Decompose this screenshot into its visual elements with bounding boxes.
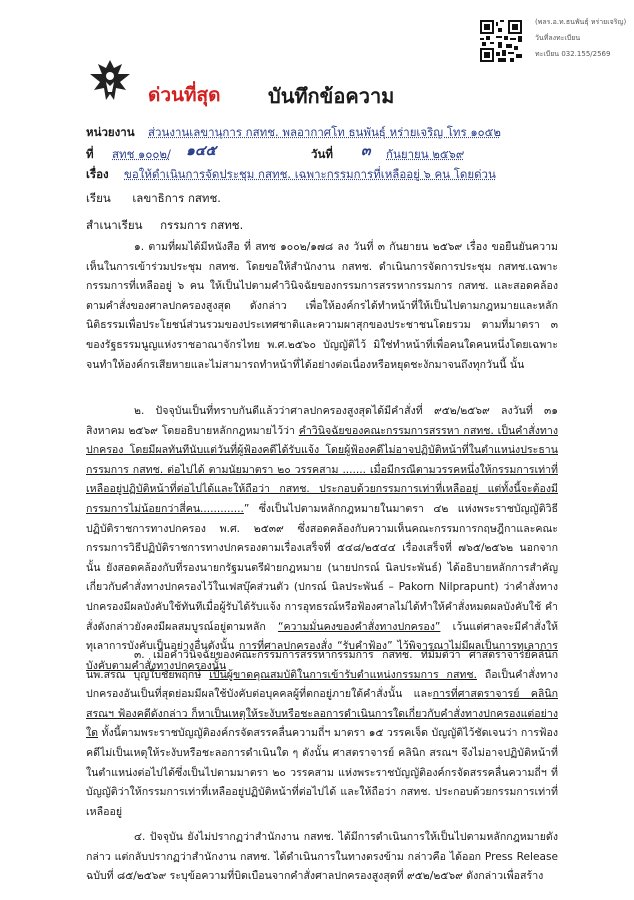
stamp-line: ทะเบียน 032.155/2569: [535, 50, 611, 58]
qr-code-icon: [480, 20, 522, 62]
stamp-line: วันที่ลงทะเบียน: [535, 34, 581, 42]
stamp-line: (พลร.อ.ท.ธนพันธุ์ หร่ายเจริญ): [535, 18, 627, 26]
ref-value: สทช ๑๐๐๒/: [112, 147, 171, 161]
cc-line: [86, 217, 243, 235]
ref-label: ที่: [86, 147, 94, 161]
subject-label: เรื่อง: [86, 167, 109, 181]
agency-row: [86, 124, 556, 142]
paragraph-3-text: ๓. เมื่อคำวินิจฉัยของคณะกรรมการสรรหากรรมการ กสทช. ที่มีมติว่า ศาสตราจารย์คลินิก นพ.สรณ บุญใบชัยพฤกษ์: [86, 649, 558, 681]
cc-value: กรรมการ กสทช.: [160, 218, 244, 232]
paragraph-2-conclusion: การที่ศาลปกครองสั่ง “รับคำฟ้อง” ไว้พิจารณาไม่มีผลเป็นการทุเลาการบังคับตามคำสั่งทางปกครองนั้น: [86, 640, 558, 672]
to-label: เรียน: [86, 191, 111, 205]
agency-value: ส่วนงานเลขานุการ กสทช. พลอากาศโท ธนพันธุ์ หร่ายเจริญ โทร ๑๐๕๒: [148, 125, 501, 139]
paragraph-4-text: ๔. ปัจจุบัน ยังไม่ปรากฏว่าสำนักงาน กสทช. ได้มีการดำเนินการให้เป็นไปตามหลักกฎหมายดังกล่าว แต่กลับปรากฏว่าสำนักงาน กสทช. ได้ดำเนินการในทางตรงข้าม กล่าวคือ ได้ออก Press Release ฉบับที่ ๘๕/๒๕๖๙ ระบุข้อความที่บิดเบือนจากคำสั่งศาลปกครองสูงสุดที่ ๙๕๒/๒๕๖๙ ดังกล่าวเพื่อสร้าง: [86, 831, 558, 883]
paragraph-3: [86, 646, 558, 822]
paragraph-2-quote: คำวินิจฉัยของคณะกรรมการสรรหา กสทช. เป็นคำสั่งทางปกครอง โดยมีผลทันทีนับแต่วันที่ผู้ฟ้องคดีได้รับแจ้ง โดยผู้ฟ้องคดีไม่อาจปฏิบัติหน้าที่ในตำแหน่งประธานกรรมการ กสทช. ต่อไปได้ ตามนัยมาตรา ๒๐ วรรคสาม ....... เมื่อมีกรณีตามวรรคหนึ่งให้กรรมการเท่าที่เหลืออยู่ปฏิบัติหน้าที่ต่อไปได้และให้ถือว่า กสทช. ประกอบด้วยกรรมการเท่าที่เหลืออยู่ แต่ทั้งนี้จะต้องมีกรรมการไม่น้อยกว่าสี่คน.............: [86, 424, 558, 515]
subject-row: [86, 166, 556, 184]
agency-label: หน่วยงาน: [86, 125, 135, 139]
date-handwritten: ๓: [361, 143, 371, 159]
paragraph-2: [86, 402, 558, 676]
page-title: บันทึกข้อความ: [268, 84, 395, 108]
paragraph-1-text: ๑. ตามที่ผมได้มีหนังสือ ที่ สทช ๑๐๐๒/๑๗๘ ลง วันที่ ๓ กันยายน ๒๕๖๙ เรื่อง ขอยืนยันความเห็นในการเข้าร่วมประชุม กสทช. โดยขอให้สำนักงาน กสทช. ดำเนินการจัดการประชุม กสทช.เฉพาะกรรมการที่เหลืออยู่ ๖ คน ให้เป็นไปตามคำวินิจฉัยของกรรมการสรรหากรรมการ กสทช. และสอดคล้องตามคำสั่งของศาลปกครองสูงสุด ดังกล่าว เพื่อให้องค์กรได้ทำหน้าที่ให้เป็นไปตามกฎหมายและหลักนิติธรรมเพื่อประโยชน์ส่วนรวมของประเทศชาติและความผาสุกของประชาชนโดยรวม ตามที่มาตรา ๓ ของรัฐธรรมนูญแห่งราชอาณาจักรไทย พ.ศ.๒๕๖๐ บัญญัติไว้ มิใช่ทำหน้าที่เพื่อคนใดคนหนึ่งโดยเฉพาะจนทำให้องค์กรเสียหายและไม่สามารถทำหน้าที่ได้อย่างต่อเนื่องหรือหยุดชะงักมาจนถึงทุกวันนี้ นั้น: [86, 241, 558, 371]
garuda-emblem-icon: [86, 56, 134, 104]
to-line: [86, 190, 221, 208]
paragraph-2-text: ” ซึ่งเป็นไปตามหลักกฎหมายในมาตรา ๔๒ แห่งพระราชบัญญัติวิธีปฏิบัติราชการทางปกครอง พ.ศ. ๒๕๓๙ ซึ่งสอดคล้องกับความเห็นคณะกรรมการกฤษฎีกาและคณะกรรมการวิธีปฏิบัติราชการทางปกครองตามเรื่องเสร็จที่ ๕๔๘/๒๕๔๔ เรื่องเสร็จที่ ๗๖๕/๒๕๖๒ นอกจากนั้น ยังสอดคล้องกับที่รองนายกรัฐมนตรีฝ่ายกฎหมาย (นายปกรณ์ นิลประพันธ์) ได้อธิบายหลักการสำคัญเกี่ยวกับคำสั่งทางปกครองไว้ในเฟสบุ๊คส่วนตัว (ปกรณ์ นิลประพันธ์ – Pakorn Nilprapunt) ว่าคำสั่งทางปกครองมีผลบังคับใช้ทันทีเมื่อผู้รับได้รับแจ้ง การอุทธรณ์หรือฟ้องศาลไม่ได้ทำให้คำสั่งหมดผลบังคับใช้ คำสั่งดังกล่าวยังคงมีผลสมบูรณ์อยู่ตามหลัก: [86, 502, 558, 633]
date-value: กันยายน ๒๕๖๙: [386, 147, 465, 161]
paragraph-2-principle: “ความมั่นคงของคำสั่งทางปกครอง”: [277, 620, 441, 633]
paragraph-2-text: ๒. ปัจจุบันเป็นที่ทราบกันดีแล้วว่าศาลปกครองสูงสุดได้มีคำสั่งที่ ๙๕๒/๒๕๖๙ ลงวันที่ ๓๑ สิงหาคม ๒๕๖๙ โดยอธิบายหลักกฎหมายไว้ว่า: [86, 405, 558, 437]
paragraph-3-finding: เป็นผู้ขาดคุณสมบัติในการเข้ารับตำแหน่งกรรมการ กสทช.: [209, 668, 477, 681]
ref-handwritten: ๑๔๕: [186, 143, 217, 159]
urgent-label: ด่วนที่สุด: [148, 84, 221, 106]
paragraph-3-lawsuit: การที่ศาสตราจารย์ คลินิก สรณฯ ฟ้องคดีดังกล่าว ก็หาเป็นเหตุให้ระงับหรือชะลอการดำเนินการใดเกี่ยวกับคำสั่งทางปกครองแต่อย่างใด: [86, 688, 558, 740]
paragraph-3-text: ถือเป็นคำสั่งทางปกครองอันเป็นที่สุดย่อมมีผลใช้บังคับต่อบุคคลผู้ที่ตกอยู่ภายใต้คำสั่งนั้น และ: [86, 668, 558, 701]
paragraph-1: [86, 238, 558, 375]
paragraph-2-text: เว้นแต่ศาลจะมีคำสั่งให้ทุเลาการบังคับเป็นอย่างอื่นดังนั้น: [86, 620, 558, 653]
ref-date-row: [86, 143, 556, 164]
cc-label: สำเนาเรียน: [86, 218, 143, 232]
date-label: วันที่: [311, 147, 333, 161]
paragraph-3-text: ทั้งนี้ตามพระราชบัญญัติองค์กรจัดสรรคลื่นความถี่ฯ มาตรา ๑๕ วรรคเจ็ด บัญญัติไว้ชัดเจนว่า การฟ้องคดีไม่เป็นเหตุให้ระงับหรือชะลอการดำเนินใด ๆ ดังนั้น ศาสตราจารย์ คลินิก สรณฯ จึงไม่อาจปฏิบัติหน้าที่ในตำแหน่งต่อไปได้ซึ่งเป็นไปตามมาตรา ๒๐ วรรคสาม แห่งพระราชบัญญัติองค์กรจัดสรรคลื่นความถี่ฯ ที่บัญญัติว่าให้กรรมการเท่าที่เหลืออยู่ปฏิบัติหน้าที่ต่อไปได้ และให้ถือว่า กสทช. ประกอบด้วยกรรมการเท่าที่เหลืออยู่: [86, 727, 558, 818]
paragraph-4: [86, 828, 558, 887]
subject-value: ขอให้ดำเนินการจัดประชุม กสทช. เฉพาะกรรมการที่เหลืออยู่ ๖ คน โดยด่วน: [124, 167, 496, 181]
to-value: เลขาธิการ กสทช.: [132, 191, 221, 205]
